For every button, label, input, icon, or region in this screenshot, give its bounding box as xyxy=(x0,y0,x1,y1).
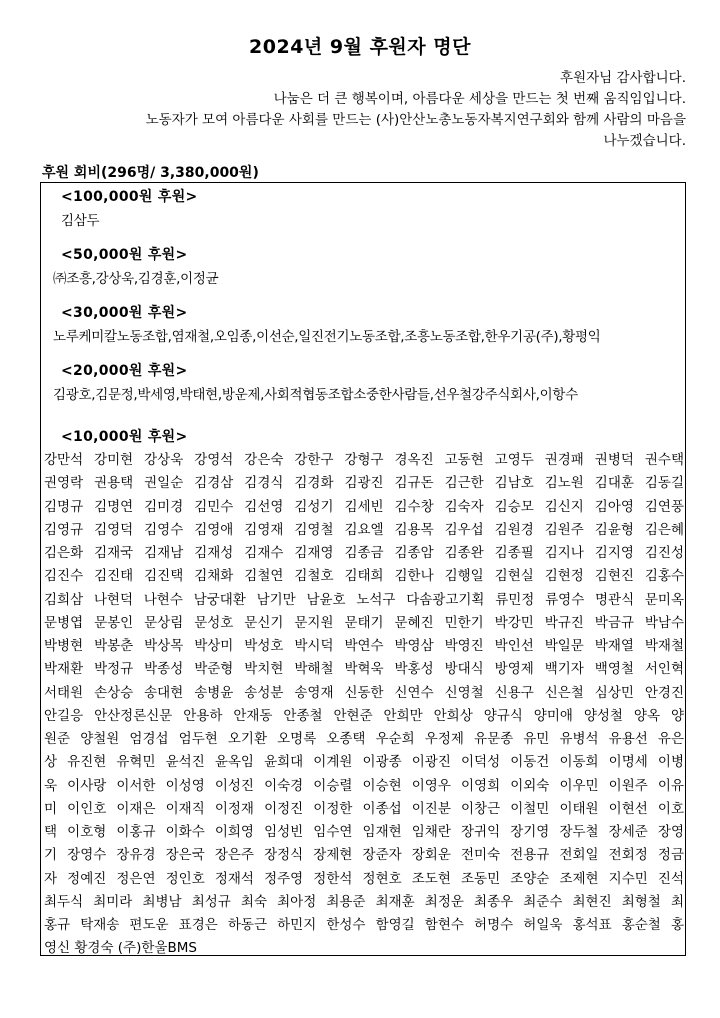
donor-row: 미 이인호 이재은 이재직 이정재 이정진 이정한 이종섭 이진분 이창근 이철민 이태원 이현선 이호 xyxy=(44,800,684,817)
section-heading: <20,000원 후원> xyxy=(61,363,188,379)
donor-row: 김은화 김재국 김재남 김재성 김재수 김재영 김종금 김종암 김종완 김종필 김지나 김지영 김진성 xyxy=(44,545,684,561)
donor-row: 안길응 안산정론신문 안용하 안재동 안종철 안현준 안희만 안희상 양규식 양미애 양성철 양옥 양 xyxy=(44,707,684,724)
donor-row: 최두식 최미라 최병남 최성규 최숙 최아정 최용준 최재훈 최정운 최종우 최준수 최현진 최형철 최 xyxy=(44,893,684,910)
donor-row: 박병현 박봉춘 박상목 박상미 박성호 박시덕 박연수 박영삼 박영진 박인선 박일문 박재열 박재철 xyxy=(44,638,684,654)
donor-name-list xyxy=(44,449,684,961)
donor-row: 욱 이사랑 이서한 이성영 이성진 이숙경 이승렬 이승현 이영우 이영희 이외숙 이우민 이원주 이유 xyxy=(44,777,684,794)
donor-row: 상 유진현 유혁민 윤석진 윤옥임 윤희대 이계원 이광종 이광진 이덕성 이동건 이동희 이명세 이병 xyxy=(44,754,684,771)
donor-row: 김영규 김영덕 김영수 김영애 김영재 김영철 김요엘 김용목 김우섭 김원경 김원주 김윤형 김은혜 xyxy=(44,521,684,538)
donor-row: 김명규 김명연 김미경 김민수 김선영 김성기 김세빈 김수창 김숙자 김승모 김신지 김아영 김연풍 xyxy=(44,498,684,515)
donor-row: 권영락 권용택 권일순 김경삼 김경식 김경화 김광진 김규돈 김근한 김남호 김노원 김대훈 김동길 xyxy=(44,475,684,492)
intro-line: 후원자님 감사합니다. xyxy=(560,70,686,86)
donor-row: 자 정예진 정은연 정인호 정재석 정주영 정한석 정현호 조도현 조동민 조양순 조제현 지수민 진석 xyxy=(44,870,684,887)
donor-row: 박재환 박정규 박종성 박준형 박치현 박해철 박혁욱 박홍성 방대식 방영제 백기자 백영철 서인혁 xyxy=(44,661,684,678)
donor-row: 기 장영수 장유경 장은국 장은주 장정식 장제현 장준자 장회운 전미숙 전용규 전회일 전회정 정금 xyxy=(44,847,684,864)
donation-summary: 후원 회비(296명/ 3,380,000원) xyxy=(42,165,259,181)
donor-row: 택 이호형 이홍규 이화수 이희영 임성빈 임수연 임재현 임채란 장귀익 장기영 장두철 장세준 장영 xyxy=(44,824,684,840)
donor-row: 문병엽 문봉인 문상림 문성호 문신기 문지원 문태기 문혜진 민한기 박강민 박규진 박금규 박남수 xyxy=(44,614,684,631)
intro-message xyxy=(60,68,686,152)
section-heading: <10,000원 후원> xyxy=(61,429,188,445)
donor-row: 홍규 탁재송 편도운 표경은 하동근 하민지 한성수 함영길 함현수 허명수 허일욱 홍석표 홍순철 홍 xyxy=(44,917,684,933)
section-donors: ㈜조흥,강상욱,김경훈,이정균 xyxy=(53,271,219,287)
donor-row: 원준 양철원 엄경섭 엄두현 오기환 오명록 오종택 우순희 우정제 유문종 유민 유병석 유용선 유은 xyxy=(44,731,684,747)
section-donors: 김광호,김문정,박세영,박태현,방운제,사회적협동조합소중한사람들,선우철강주식회사,이항수 xyxy=(53,387,578,403)
intro-line: 나누겠습니다. xyxy=(603,133,686,149)
donor-row: 김희삼 나현덕 나현수 남궁대환 남기만 남윤호 노석구 다솜광고기획 류민정 류영수 명관식 문미옥 xyxy=(44,591,684,608)
document-title: 2024년 9월 후원자 명단 xyxy=(249,36,471,58)
donor-row: 영신 황경숙 (주)한울BMS xyxy=(44,940,197,957)
donor-list-box xyxy=(40,182,686,956)
donor-row: 서태원 손상승 송대현 송병윤 송성분 송영재 신동한 신연수 신영철 신용구 신은철 심상민 안경진 xyxy=(44,684,684,701)
donor-row: 강만석 강미현 강상욱 강영석 강은숙 강한구 강형구 경옥진 고동현 고영두 권경패 권병덕 권수택 xyxy=(44,452,684,468)
section-donors: 노루케미칼노동조합,염재철,오임종,이선순,일진전기노동조합,조흥노동조합,한우기공(주),황평익 xyxy=(53,329,601,345)
donor-row: 김진수 김진태 김진택 김채화 김철연 김철호 김태희 김한나 김행일 김현실 김현정 김현진 김홍수 xyxy=(44,568,684,585)
section-heading: <30,000원 후원> xyxy=(61,305,188,321)
intro-line: 나눔은 더 큰 행복이며, 아름다운 세상을 만드는 첫 번째 움직임입니다. xyxy=(273,91,686,107)
intro-line: 노동자가 모여 아름다운 사회를 만드는 (사)안산노총노동자복지연구회와 함께 사람의 마음을 xyxy=(145,112,686,128)
section-donors: 김삼두 xyxy=(61,213,100,229)
section-heading: <100,000원 후원> xyxy=(61,189,198,205)
section-heading: <50,000원 후원> xyxy=(61,247,188,263)
